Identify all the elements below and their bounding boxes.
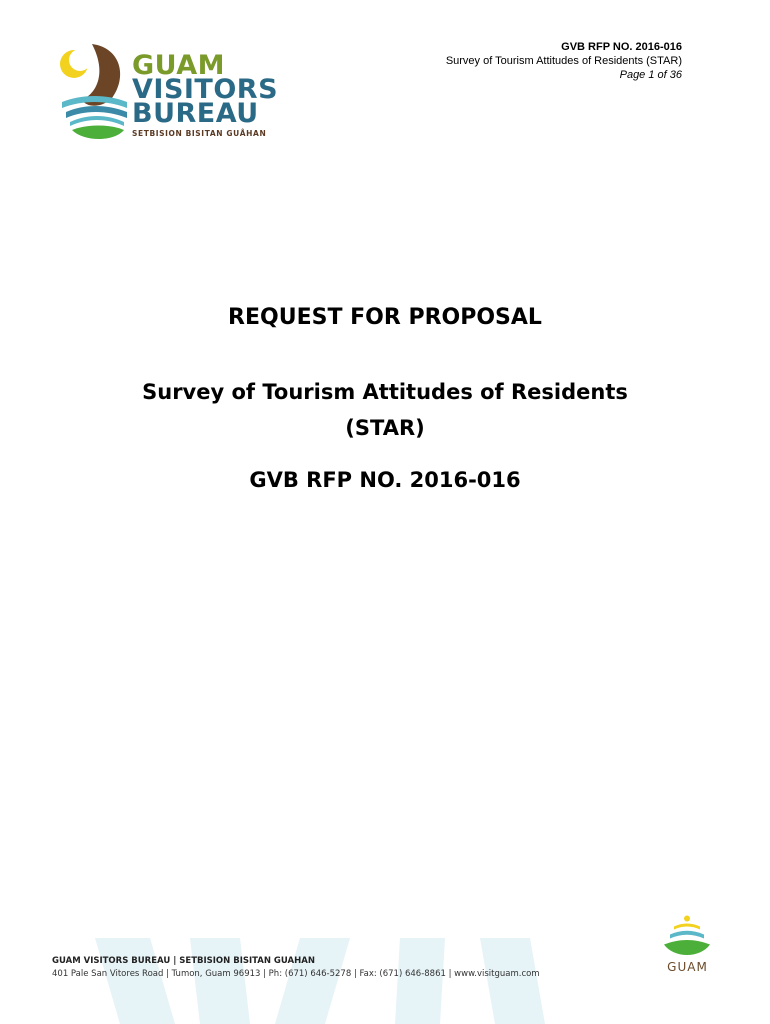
footer-address: 401 Pale San Vitores Road | Tumon, Guam 96913 | Ph: (671) 646-5278 | Fax: (671) 646-8861 | www.visitguam.com <box>52 969 540 979</box>
logo-wordmark <box>132 50 279 138</box>
survey-title-line2: (STAR) <box>345 416 425 440</box>
header-rfp-number: GVB RFP NO. 2016-016 <box>561 41 682 53</box>
page-number: Page 1 of 36 <box>619 69 682 81</box>
logo-line-guam: GUAM <box>132 50 226 81</box>
page-footer <box>52 955 540 981</box>
logo-emblem-icon <box>52 38 132 148</box>
footer-brand-wordmark: GUAM <box>667 960 708 974</box>
page-header <box>446 40 682 82</box>
logo-subtitle: SETBISION BISITAN GUÅHAN <box>132 129 267 138</box>
rfp-number-title: GVB RFP NO. 2016-016 <box>249 468 521 492</box>
page-title: REQUEST FOR PROPOSAL <box>228 305 542 330</box>
logo-line-bureau: BUREAU <box>132 98 259 129</box>
footer-org-name: GUAM VISITORS BUREAU | SETBISION BISITAN GUAHAN <box>52 956 315 966</box>
survey-title <box>0 374 770 446</box>
gvb-logo <box>52 38 279 148</box>
header-subtitle: Survey of Tourism Attitudes of Residents (STAR) <box>445 55 682 67</box>
survey-title-line1: Survey of Tourism Attitudes of Residents <box>142 380 628 404</box>
logo-line-visitors: VISITORS <box>132 74 279 105</box>
